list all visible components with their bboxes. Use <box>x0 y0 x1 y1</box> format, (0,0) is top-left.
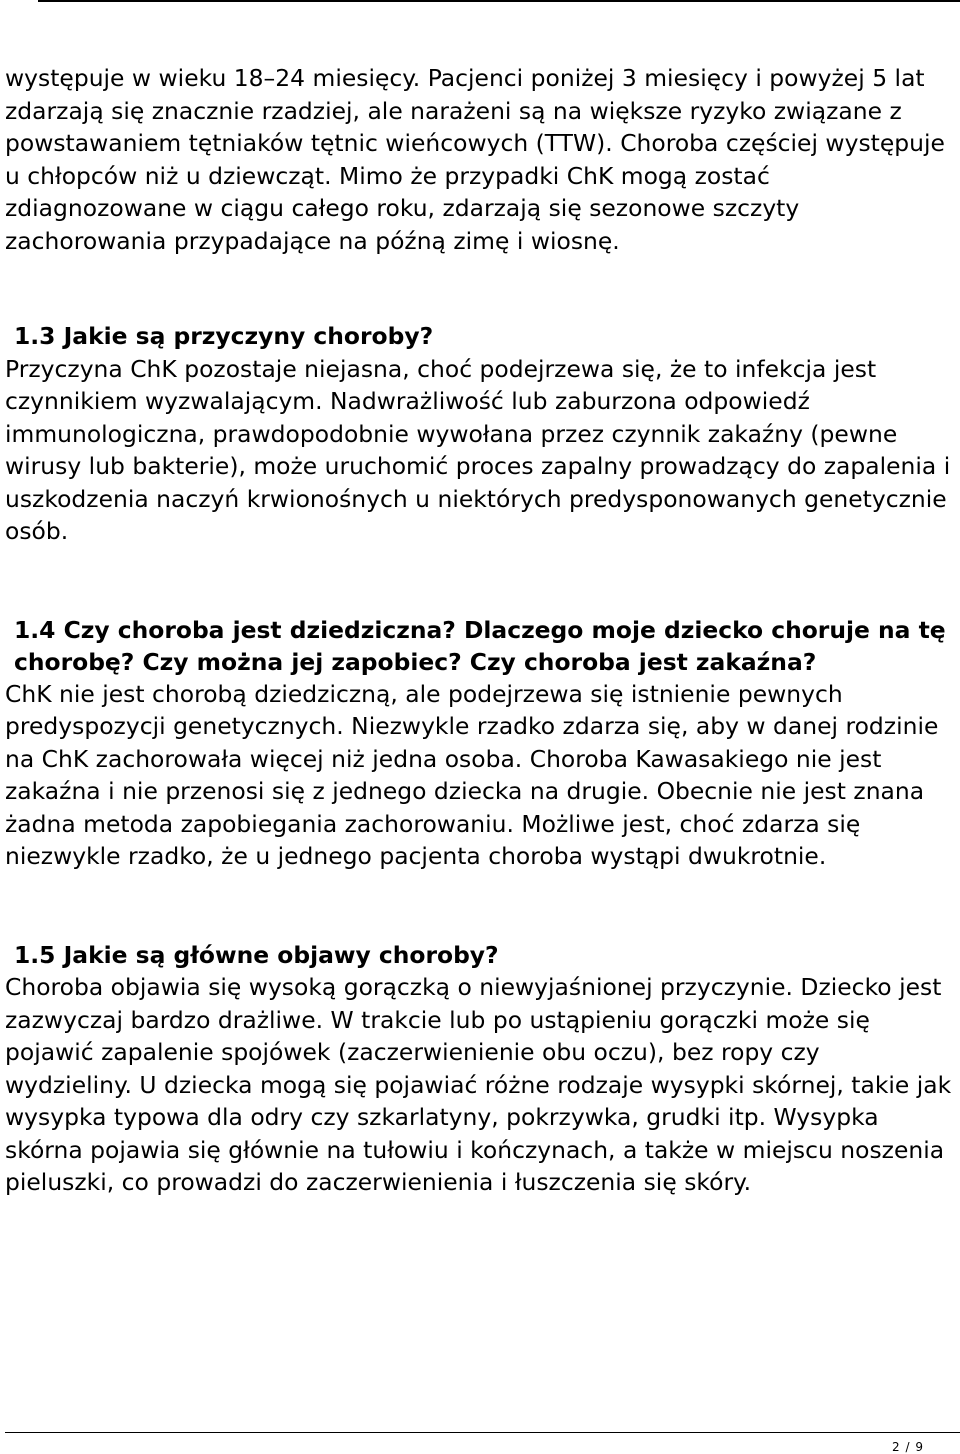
section-body-heredity: ChK nie jest chorobą dziedziczną, ale podejrzewa się istnienie pewnych predyspozycji genetycznych. Niezwykle rzadko zdarza się, aby w danej rodzinie na ChK zachorowała więcej niż jedna osoba. Choroba Kawasakiego nie jest zakaźna i nie przenosi się z jednego dziecka na drugie. Obecnie nie jest znana żadna metoda zapobiegania zachorowaniu. Możliwe jest, choć zdarza się niezwykle rzadko, że u jednego pacjenta choroba wystąpi dwukrotnie. <box>5 679 939 870</box>
section-heading-heredity: 1.4 Czy choroba jest dziedziczna? Dlaczego moje dziecko choruje na tę chorobę? Czy można jej zapobiec? Czy choroba jest zakaźna? <box>14 615 946 676</box>
section-symptoms <box>5 939 953 1199</box>
section-body-causes: Przyczyna ChK pozostaje niejasna, choć podejrzewa się, że to infekcja jest czynnikiem wyzwalającym. Nadwrażliwość lub zaburzona odpowiedź immunologiczna, prawdopodobnie wywołana przez czynnik zakaźny (pewne wirusy lub bakterie), może uruchomić proces zapalny prowadzący do zapalenia i uszkodzenia naczyń krwionośnych u niektórych predysponowanych genetycznie osób. <box>5 354 951 545</box>
page-number: 2 / 9 <box>892 1440 924 1454</box>
footer-rule <box>5 1432 960 1433</box>
top-rule <box>38 0 960 2</box>
page-content <box>5 62 953 1199</box>
section-heading-symptoms: 1.5 Jakie są główne objawy choroby? <box>14 940 499 969</box>
section-heading-causes: 1.3 Jakie są przyczyny choroby? <box>14 322 434 350</box>
section-causes <box>5 320 953 548</box>
section-body-symptoms: Choroba objawia się wysoką gorączką o niewyjaśnionej przyczynie. Dziecko jest zazwyczaj bardzo drażliwe. W trakcie lub po ustąpieniu gorączki może się pojawić zapalenie spojówek (zaczerwienienie obu oczu), bez ropy czy wydzieliny. U dziecka mogą się pojawiać różne rodzaje wysypki skórnej, takie jak wysypka typowa dla odry czy szkarlatyny, pokrzywka, grudki itp. Wysypka skórna pojawia się głównie na tułowiu i kończynach, a także w miejscu noszenia pieluszki, co prowadzi do zaczerwienienia i łuszczenia się skóry. <box>5 973 952 1196</box>
section-heredity <box>5 614 953 873</box>
intro-paragraph: występuje w wieku 18–24 miesięcy. Pacjenci poniżej 3 miesięcy i powyżej 5 lat zdarzają się znacznie rzadziej, ale narażeni są na większe ryzyko związane z powstawaniem tętniaków tętnic wieńcowych (TTW). Choroba częściej występuje u chłopców niż u dziewcząt. Mimo że przypadki ChK mogą zostać zdiagnozowane w ciągu całego roku, zdarzają się sezonowe szczyty zachorowania przypadające na późną zimę i wiosnę. <box>5 64 945 255</box>
